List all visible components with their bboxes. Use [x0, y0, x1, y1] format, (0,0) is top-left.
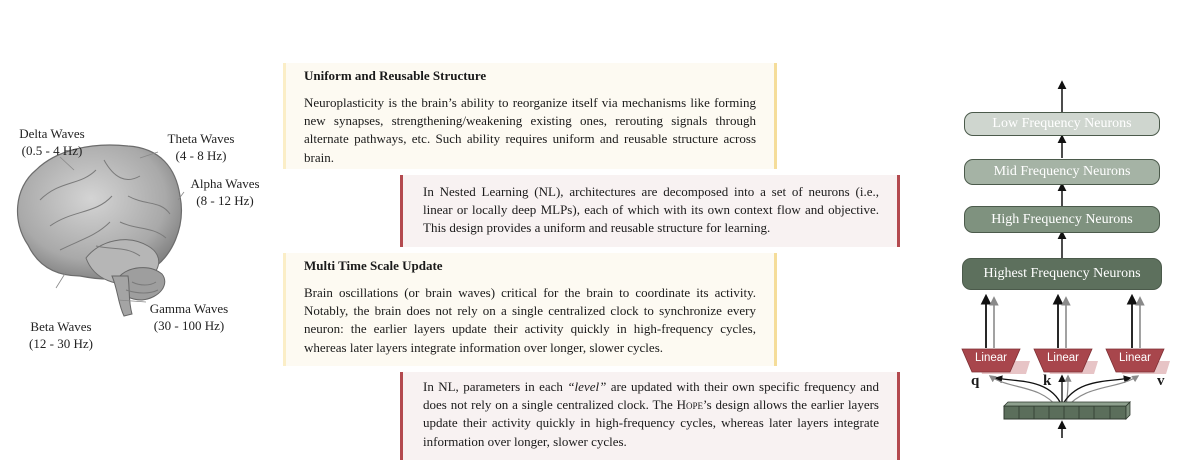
input-token-strip: [1004, 402, 1130, 419]
brainstem-shape: [112, 276, 132, 316]
nl-multi-text-c: ’s design allows the earlier layers update their activity quickly in high-frequency cycles, whereas later layers integrate information over longer, slower cycles.: [423, 397, 879, 449]
delta-wave-range: (0.5 - 4 Hz): [21, 143, 83, 158]
nl-multi-text-b: are updated with their own specific frequency and does not rely on a single centralized clock. The: [423, 379, 879, 413]
beta-wave-label: [20, 318, 102, 352]
theta-wave-label: [156, 130, 246, 164]
q-label: q: [971, 373, 980, 389]
low-frequency-label: Low Frequency Neurons: [992, 116, 1132, 131]
beta-wave-name: Beta Waves: [30, 319, 92, 334]
linear-q-label: Linear: [975, 352, 1007, 364]
alpha-wave-range: (8 - 12 Hz): [196, 193, 254, 208]
v-label: v: [1157, 373, 1165, 389]
brain-illustration: [0, 0, 280, 473]
mid-frequency-neurons: [964, 159, 1160, 185]
high-frequency-label: High Frequency Neurons: [991, 211, 1133, 227]
linear-v-label: Linear: [1119, 352, 1151, 364]
beta-wave-range: (12 - 30 Hz): [29, 336, 93, 351]
highest-frequency-label: Highest Frequency Neurons: [983, 266, 1141, 281]
nl-multi-level-term: “level”: [567, 379, 607, 394]
highest-frequency-neurons: [962, 258, 1162, 290]
linear-k-label: Linear: [1047, 352, 1079, 364]
multi-time-scale-title: Multi Time Scale Update: [304, 258, 443, 273]
mid-frequency-label: Mid Frequency Neurons: [993, 164, 1131, 179]
brain-panel: [0, 0, 280, 473]
uniform-structure-title: Uniform and Reusable Structure: [304, 68, 487, 83]
k-label: k: [1043, 373, 1052, 389]
nl-uniform-text: In Nested Learning (NL), architectures are decomposed into a set of neurons (i.e., linear or locally deep MLPs), each of which with its own context flow and objective. This design provides a uniform and reusable structure for learning.: [423, 184, 879, 236]
multi-time-scale-text: Brain oscillations (or brain waves) critical for the brain to coordinate its activity. Notably, the brain does not rely on a single centralized clock to synchronize every neuron: the earlier layers update their activity quickly in high-frequency cycles, whereas later layers integrate information over longer, slower cycles.: [304, 285, 756, 355]
multi-time-scale-box: [283, 253, 777, 366]
nl-multi-text: [423, 378, 879, 451]
nl-multi-box: [400, 372, 900, 460]
uniform-structure-text: Neuroplasticity is the brain’s ability to reorganize itself via mechanisms like forming new synapses, strengthening/weakening existing ones, rerouting signals through alternate pathways, etc. Such ability requires uniform and reusable structure across brain.: [304, 95, 756, 165]
nl-uniform-box: [400, 175, 900, 247]
hope-name: Hope: [676, 397, 704, 413]
delta-wave-name: Delta Waves: [19, 126, 85, 141]
gamma-wave-label: [140, 300, 238, 334]
high-frequency-neurons: [964, 206, 1160, 233]
alpha-wave-label: [180, 175, 270, 209]
low-frequency-neurons: [964, 112, 1160, 136]
alpha-wave-name: Alpha Waves: [190, 176, 260, 191]
hope-architecture-diagram: [940, 60, 1182, 473]
delta-wave-label: [12, 125, 92, 159]
theta-wave-range: (4 - 8 Hz): [175, 148, 227, 163]
nl-multi-text-a: In NL, parameters in each: [423, 379, 568, 394]
gamma-wave-range: (30 - 100 Hz): [153, 318, 225, 333]
gamma-wave-name: Gamma Waves: [149, 301, 229, 316]
theta-wave-name: Theta Waves: [167, 131, 235, 146]
uniform-structure-box: [283, 63, 777, 169]
